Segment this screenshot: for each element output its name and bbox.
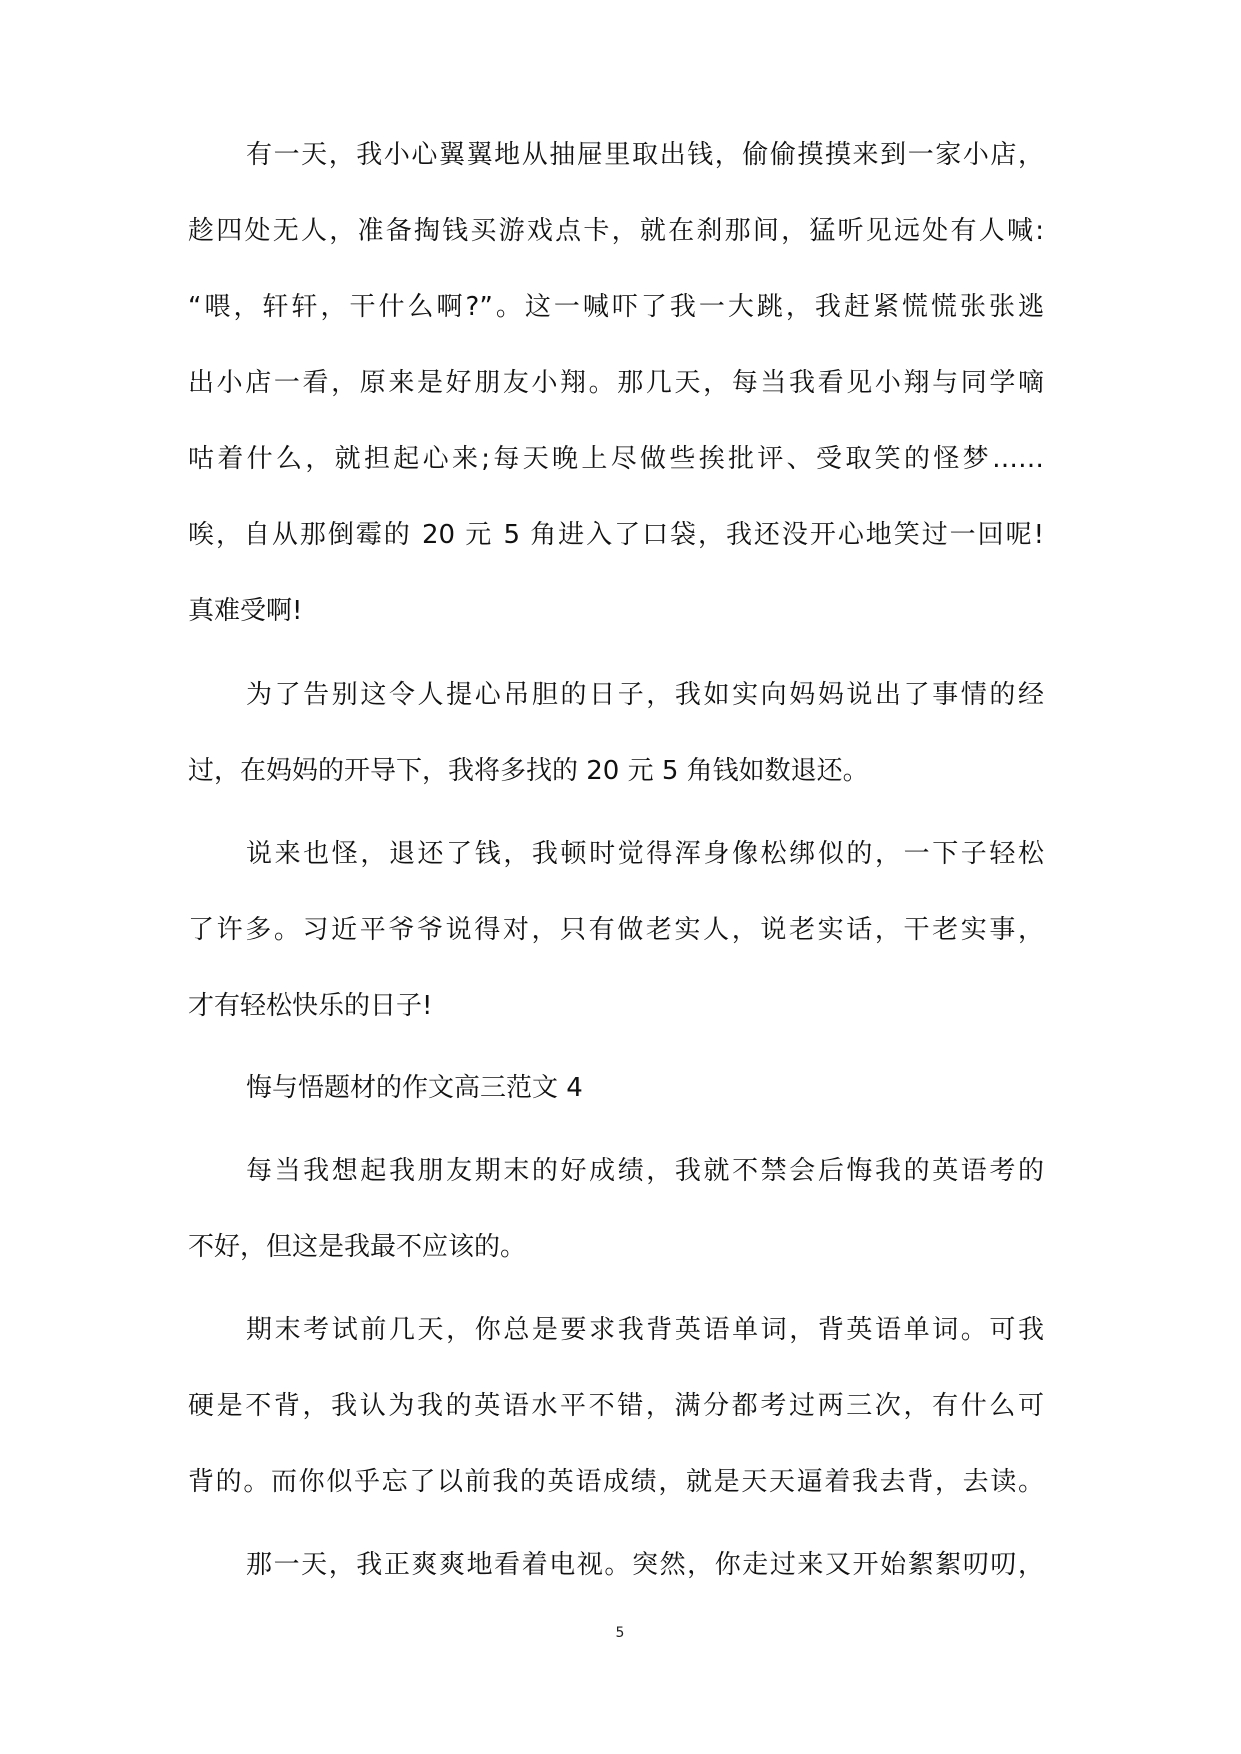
text-line <box>0 751 1241 791</box>
paragraph-line: 有一天，我小心翼翼地从抽屉里取出钱，偷偷摸摸来到一家小店， <box>246 140 1044 170</box>
paragraph-line: 唉，自从那倒霉的 20 元 5 角进入了口袋，我还没开心地笑过一回呢! <box>188 520 1044 550</box>
text-line <box>0 1386 1241 1426</box>
paragraph-line: “喂，轩轩，干什么啊?”。这一喊吓了我一大跳，我赶紧慌慌张张逃 <box>188 292 1044 322</box>
paragraph-line: 背的。而你似乎忘了以前我的英语成绩，就是天天逼着我去背，去读。 <box>188 1467 1044 1497</box>
text-line <box>0 287 1241 327</box>
text-line <box>0 1068 1241 1108</box>
paragraph-line: 咕着什么，就担起心来;每天晚上尽做些挨批评、受取笑的怪梦…… <box>188 444 1044 474</box>
paragraph-line: 了许多。习近平爷爷说得对，只有做老实人，说老实话，干老实事， <box>188 915 1044 945</box>
text-line <box>0 439 1241 479</box>
text-line <box>0 1545 1241 1585</box>
text-line <box>0 135 1241 175</box>
section-heading: 悔与悟题材的作文高三范文 4 <box>246 1073 583 1103</box>
paragraph-line: 真难受啊! <box>188 596 303 626</box>
paragraph-line: 期末考试前几天，你总是要求我背英语单词，背英语单词。可我 <box>246 1315 1044 1345</box>
text-line <box>0 1462 1241 1502</box>
paragraph-line: 为了告别这令人提心吊胆的日子，我如实向妈妈说出了事情的经 <box>246 680 1044 710</box>
paragraph-line: 不好，但这是我最不应该的。 <box>188 1232 527 1262</box>
text-line <box>0 834 1241 874</box>
text-line <box>0 363 1241 403</box>
paragraph-line: 说来也怪，退还了钱，我顿时觉得浑身像松绑似的，一下子轻松 <box>246 839 1044 869</box>
text-line <box>0 591 1241 631</box>
paragraph-line: 那一天，我正爽爽地看着电视。突然，你走过来又开始絮絮叨叨， <box>246 1550 1044 1580</box>
text-line <box>0 675 1241 715</box>
paragraph-line: 才有轻松快乐的日子! <box>188 991 433 1021</box>
paragraph-line: 硬是不背，我认为我的英语水平不错，满分都考过两三次，有什么可 <box>188 1391 1044 1421</box>
text-line <box>0 1310 1241 1350</box>
text-line <box>0 1151 1241 1191</box>
text-line <box>0 1227 1241 1267</box>
page-number: 5 <box>615 1625 625 1641</box>
text-line <box>0 211 1241 251</box>
text-line <box>0 910 1241 950</box>
paragraph-line: 每当我想起我朋友期末的好成绩，我就不禁会后悔我的英语考的 <box>246 1156 1044 1186</box>
paragraph-line: 出小店一看，原来是好朋友小翔。那几天，每当我看见小翔与同学嘀 <box>188 368 1044 398</box>
text-line <box>0 986 1241 1026</box>
paragraph-line: 过，在妈妈的开导下，我将多找的 20 元 5 角钱如数退还。 <box>188 756 869 786</box>
paragraph-line: 趁四处无人，准备掏钱买游戏点卡，就在刹那间，猛听见远处有人喊: <box>188 216 1044 246</box>
text-line <box>0 515 1241 555</box>
